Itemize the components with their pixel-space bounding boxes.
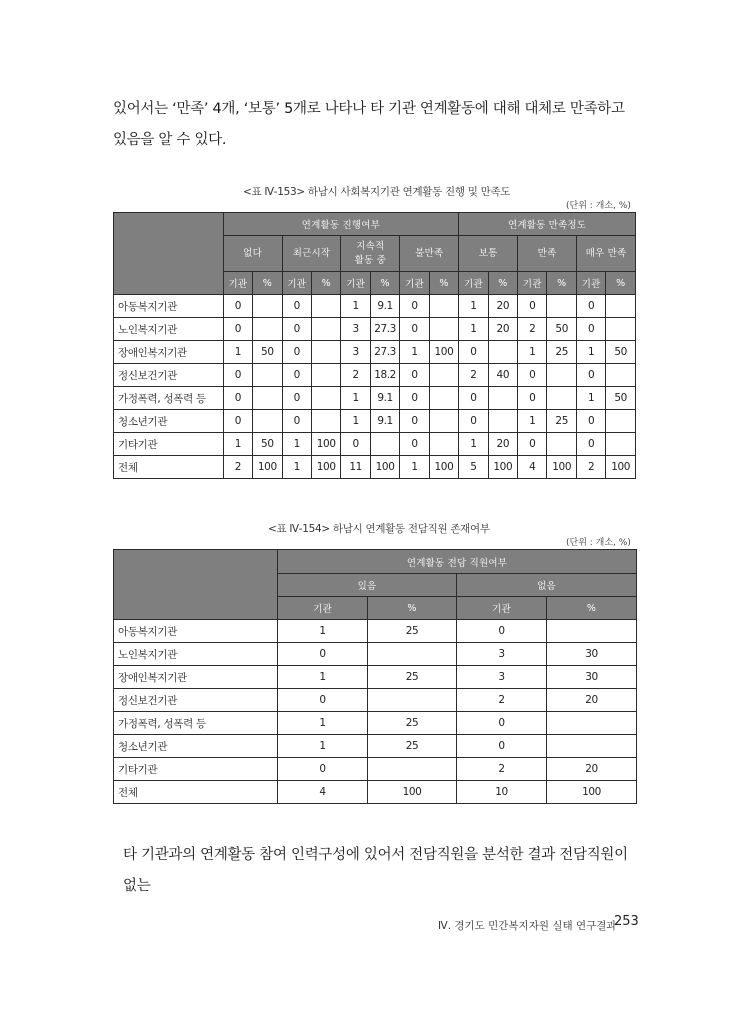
table1-cell: 1 [400,341,429,364]
table1-cell: 1 [518,410,547,433]
table1-row [114,433,636,456]
table1-cell [429,410,458,433]
table2-cell [547,620,637,643]
table2-row-label: 아동복지기관 [114,620,278,643]
table2-cell: 30 [547,643,637,666]
table2-row [114,666,637,689]
table1-cell [606,295,636,318]
table1-cell: 0 [576,410,605,433]
table1-cell [311,295,340,318]
table1-cell [547,433,576,456]
table1-row-label: 가정폭력, 성폭력 등 [114,387,224,410]
table1-cell [311,410,340,433]
table2-row-label: 장애인복지기관 [114,666,278,689]
table2-row-label: 가정폭력, 성폭력 등 [114,712,278,735]
table1-cell: 9.1 [370,410,399,433]
table1-row-label: 정신보건기관 [114,364,224,387]
table1-cell [311,341,340,364]
table1-cell: 20 [488,433,517,456]
table2-cell: 0 [457,712,547,735]
table2-cell [368,689,457,712]
table2-row-label: 노인복지기관 [114,643,278,666]
table1-sub-header: 지속적 활동 중 [341,236,400,272]
table1-cell: 100 [429,341,458,364]
table1-column-header: 기관 [282,272,311,295]
table1-cell: 0 [518,364,547,387]
table2-cell [547,735,637,758]
table1-cell: 2 [576,456,605,479]
table2-cell: 100 [547,781,637,804]
table1-cell [429,295,458,318]
table1-cell: 0 [400,433,429,456]
table1-cell: 50 [606,341,636,364]
table1-unit: (단위 : 개소, %) [566,201,631,211]
table1-cell: 25 [547,341,576,364]
table1-cell: 1 [341,410,370,433]
table2-row [114,643,637,666]
table1-row-label: 전체 [114,456,224,479]
table1-column-header: 기관 [576,272,605,295]
table1-cell: 0 [400,318,429,341]
table2-cell: 3 [457,666,547,689]
table1-cell [429,387,458,410]
table2-cell: 2 [457,758,547,781]
table2-cell [547,712,637,735]
table1-cell: 0 [576,433,605,456]
table1-cell: 0 [400,364,429,387]
table2-corner-cell [114,550,278,620]
table1-cell: 4 [518,456,547,479]
table1-group-header: 연계활동 진행여부 [223,213,459,236]
table2-row [114,689,637,712]
table1-cell [311,387,340,410]
table2-sub-header: 있음 [278,574,457,597]
table1-cell: 1 [223,341,252,364]
table1-column-header: % [488,272,517,295]
table1-cell: 2 [518,318,547,341]
table1-cell: 50 [253,341,282,364]
body-paragraph-bottom: 타 기관과의 연계활동 참여 인력구성에 있어서 전담직원을 분석한 결과 전담직원이 없는 [123,847,628,894]
table1-cell: 3 [341,341,370,364]
table1-cell: 0 [576,295,605,318]
table1-cell: 20 [488,295,517,318]
table1-cell: 0 [282,410,311,433]
table1-caption: <표 Ⅳ-153> 하남시 사회복지기관 연계활동 진행 및 만족도 [243,186,511,198]
table2-row [114,620,637,643]
table1-column-header: 기관 [341,272,370,295]
table1-cell: 0 [223,410,252,433]
table1-column-header: % [311,272,340,295]
table1-cell: 18.2 [370,364,399,387]
table1-cell [606,410,636,433]
table2-cell: 25 [368,735,457,758]
table1-cell: 9.1 [370,295,399,318]
table1-cell: 0 [282,387,311,410]
table1-row [114,410,636,433]
table1-column-header: % [606,272,636,295]
table1-cell: 0 [459,387,488,410]
table1-cell: 1 [282,433,311,456]
table1-cell: 0 [341,433,370,456]
table2-cell: 25 [368,666,457,689]
table1-corner-cell [114,213,224,295]
table1-cell: 0 [223,295,252,318]
table1-cell [253,295,282,318]
table2-row [114,735,637,758]
table2-cell: 30 [547,666,637,689]
table1-cell [311,364,340,387]
body-paragraph-top: 있어서는 ‘만족’ 4개, ‘보통’ 5개로 나타나 타 기관 연계활동에 대해 대체로 만족하고 있음을 알 수 있다. [113,101,625,148]
table1-cell [429,364,458,387]
footer-chapter-title: Ⅳ. 경기도 민간복지자원 실태 연구결과 [438,920,617,932]
table1-cell [547,387,576,410]
table2-cell: 0 [278,689,368,712]
table1-cell [488,387,517,410]
table1-column-header: % [429,272,458,295]
table1-cell: 0 [282,341,311,364]
table2-row [114,781,637,804]
table2-cell: 10 [457,781,547,804]
table1-cell [606,364,636,387]
table2-unit: (단위 : 개소, %) [566,538,631,548]
table1-cell: 1 [518,341,547,364]
table1-cell [429,318,458,341]
table1-row-label: 기타기관 [114,433,224,456]
table2-cell [368,758,457,781]
table1-cell: 0 [282,318,311,341]
table2-row-label: 기타기관 [114,758,278,781]
table1-cell: 25 [547,410,576,433]
table1-cell [429,433,458,456]
table1-cell: 40 [488,364,517,387]
table2-row [114,712,637,735]
table2-cell: 25 [368,620,457,643]
table1-row-label: 장애인복지기관 [114,341,224,364]
table1-row-label: 노인복지기관 [114,318,224,341]
table1-cell [370,433,399,456]
table1-cell [488,410,517,433]
table1-row [114,456,636,479]
table1-cell: 1 [282,456,311,479]
table1-cell: 0 [576,318,605,341]
table1-cell [253,318,282,341]
table2-cell: 0 [278,643,368,666]
table1-cell: 1 [459,318,488,341]
table2-caption: <표 Ⅳ-154> 하남시 연계활동 전담직원 존재여부 [268,523,490,535]
table1-row-label: 청소년기관 [114,410,224,433]
table1-cell: 0 [518,387,547,410]
table2-cell: 1 [278,712,368,735]
table1-cell: 1 [341,387,370,410]
table1-cell: 100 [488,456,517,479]
table2-cell: 25 [368,712,457,735]
table1-cell: 0 [400,410,429,433]
table1-row [114,364,636,387]
table1-cell: 27.3 [370,318,399,341]
table1-row [114,387,636,410]
table1-cell [488,341,517,364]
table1-sub-header: 불만족 [400,236,459,272]
table1-cell: 0 [400,295,429,318]
table1-row-label: 아동복지기관 [114,295,224,318]
table2-row-label: 청소년기관 [114,735,278,758]
table2-cell: 1 [278,620,368,643]
table1-cell: 0 [400,387,429,410]
table2-cell: 20 [547,689,637,712]
table2-column-header: 기관 [457,597,547,620]
table1-column-header: 기관 [223,272,252,295]
table1-column-header: 기관 [459,272,488,295]
table1-sub-header: 보통 [459,236,518,272]
table1-row [114,341,636,364]
table2-cell: 0 [278,758,368,781]
table1-cell: 2 [223,456,252,479]
table1-column-header: % [253,272,282,295]
table1-row [114,295,636,318]
table1-cell: 100 [606,456,636,479]
table1-cell: 1 [459,433,488,456]
table1-cell [253,364,282,387]
table1-cell: 0 [223,364,252,387]
table2-group-header: 연계활동 전담 직원여부 [278,550,637,574]
table1-cell: 100 [311,456,340,479]
table1-cell: 5 [459,456,488,479]
table1-cell: 1 [576,341,605,364]
table1-cell: 11 [341,456,370,479]
table1-sub-header: 없다 [223,236,282,272]
table1-cell: 20 [488,318,517,341]
table1-cell: 1 [400,456,429,479]
table1-cell: 0 [459,341,488,364]
table1-cell: 100 [429,456,458,479]
table1-cell [253,387,282,410]
table2-column-header: % [547,597,637,620]
table1-cell: 100 [311,433,340,456]
table2-cell [368,643,457,666]
table2-cell: 4 [278,781,368,804]
table2-row-label: 전체 [114,781,278,804]
table1-cell: 1 [223,433,252,456]
table1-cell: 0 [518,433,547,456]
table2-cell: 100 [368,781,457,804]
table1-cell: 27.3 [370,341,399,364]
table1-cell [547,364,576,387]
table2-cell: 0 [457,735,547,758]
table2-row-label: 정신보건기관 [114,689,278,712]
table1-row [114,318,636,341]
table1-cell: 1 [459,295,488,318]
table1-column-header: % [547,272,576,295]
table1-cell: 50 [547,318,576,341]
table1-cell [547,295,576,318]
table2-column-header: % [368,597,457,620]
table2-cell: 3 [457,643,547,666]
page-number: 253 [614,914,639,929]
table1-cell: 100 [547,456,576,479]
table1-cell: 100 [370,456,399,479]
table2-cell: 0 [457,620,547,643]
table2-column-header: 기관 [278,597,368,620]
table1-sub-header: 만족 [518,236,577,272]
table2-sub-header: 없음 [457,574,637,597]
table1-cell: 0 [518,295,547,318]
table1-cell: 0 [282,364,311,387]
table1-cell [606,318,636,341]
table1-sub-header: 매우 만족 [576,236,635,272]
table1-link-activity-satisfaction [113,212,636,479]
table1-cell: 50 [606,387,636,410]
table2-row [114,758,637,781]
table2-cell: 1 [278,666,368,689]
table1-cell [311,318,340,341]
table1-column-header: 기관 [518,272,547,295]
table1-cell [253,410,282,433]
table1-column-header: 기관 [400,272,429,295]
table1-cell: 0 [223,318,252,341]
table1-cell: 0 [459,410,488,433]
table2-dedicated-staff [113,549,637,804]
table2-cell: 20 [547,758,637,781]
table1-cell: 1 [341,295,370,318]
table2-cell: 1 [278,735,368,758]
table1-cell: 50 [253,433,282,456]
table2-cell: 2 [457,689,547,712]
table1-cell: 2 [341,364,370,387]
table1-cell [606,433,636,456]
table1-cell: 0 [576,364,605,387]
table1-cell: 9.1 [370,387,399,410]
table1-cell: 2 [459,364,488,387]
table1-cell: 3 [341,318,370,341]
table1-cell: 0 [282,295,311,318]
table1-column-header: % [370,272,399,295]
table1-sub-header: 최근시작 [282,236,341,272]
table1-cell: 1 [576,387,605,410]
table1-cell: 100 [253,456,282,479]
table1-cell: 0 [223,387,252,410]
table1-group-header: 연계활동 만족정도 [459,213,636,236]
